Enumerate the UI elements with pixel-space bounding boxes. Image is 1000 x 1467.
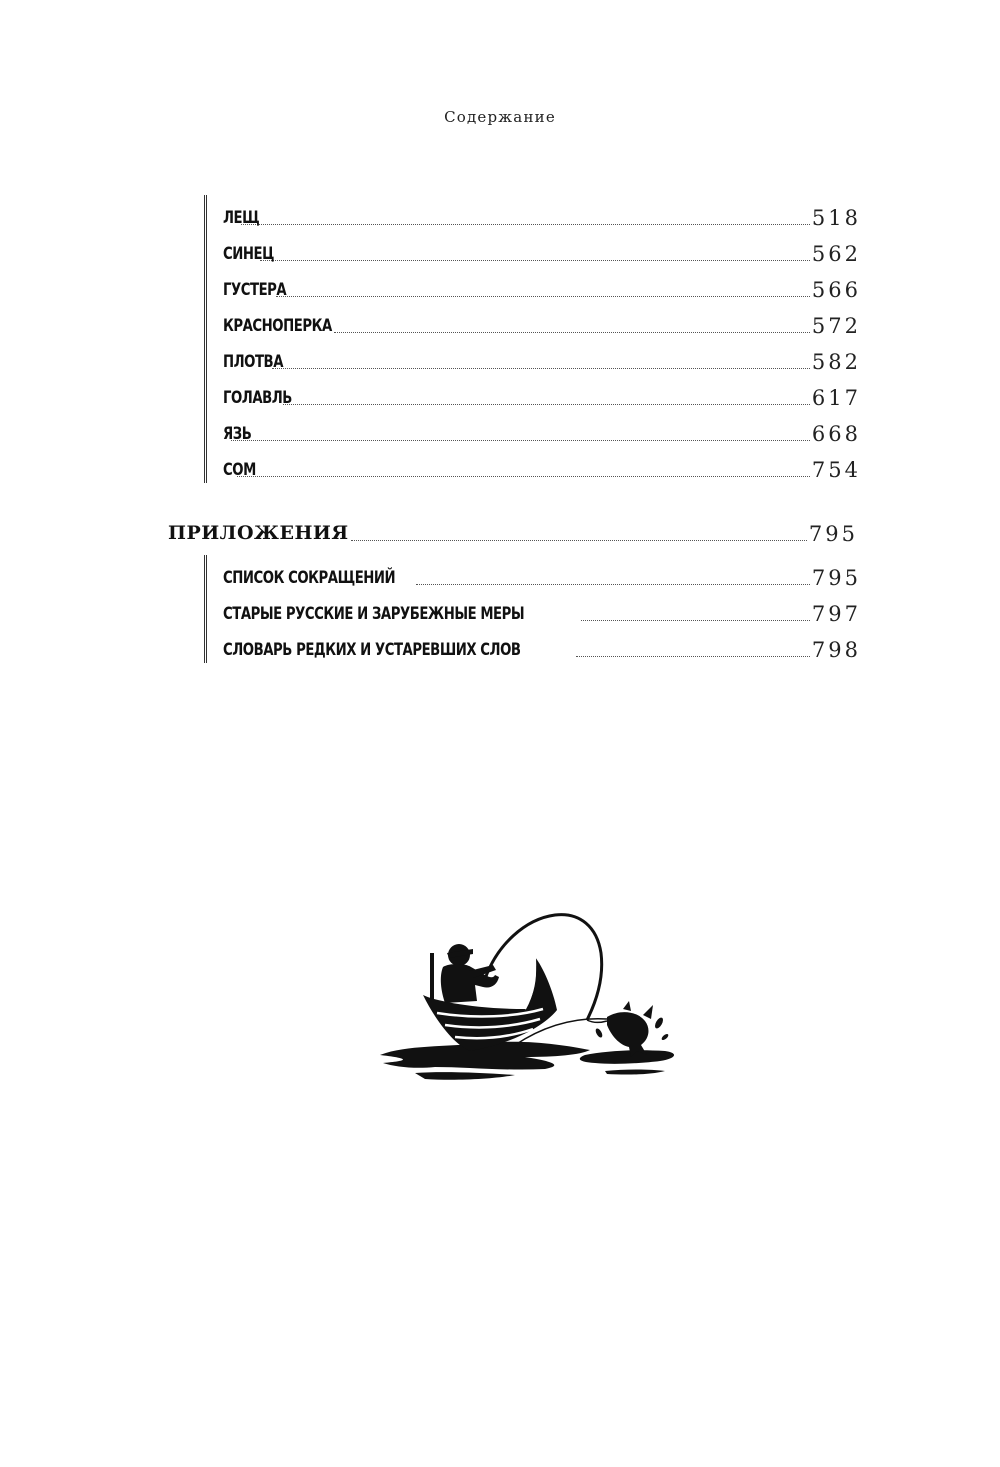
- dot-leader: [231, 440, 810, 441]
- toc-entry-title: ГОЛАВЛЬ: [223, 388, 292, 408]
- toc-entry[interactable]: [207, 267, 861, 303]
- toc-entry-page: 566: [811, 278, 861, 302]
- toc-entry-title: ПЛОТВА: [223, 352, 283, 372]
- toc-entry[interactable]: [207, 195, 861, 231]
- toc-entry[interactable]: [207, 627, 861, 663]
- dot-leader: [416, 584, 810, 585]
- toc-entry-title: СПИСОК СОКРАЩЕНИЙ: [223, 568, 396, 588]
- toc-entry-page: 582: [811, 350, 861, 374]
- toc-entry-page: 795: [811, 566, 861, 590]
- toc-entry-page: 797: [811, 602, 861, 626]
- dot-leader: [351, 540, 807, 541]
- toc-entry-title: ЛЕЩ: [223, 208, 260, 228]
- toc-entry-title: КРАСНОПЕРКА: [223, 316, 332, 336]
- dot-leader: [576, 656, 809, 657]
- toc-entry[interactable]: [207, 555, 861, 591]
- toc-entry-title: ЯЗЬ: [223, 424, 252, 444]
- toc-entry[interactable]: [207, 303, 861, 339]
- dot-leader: [241, 224, 809, 225]
- toc-entry-page: 518: [811, 206, 861, 230]
- toc-entry[interactable]: [207, 339, 861, 375]
- toc-entry-page: 798: [811, 638, 861, 662]
- toc-entry-title: ГУСТЕРА: [223, 280, 287, 300]
- toc-entry-page: 617: [811, 386, 861, 410]
- toc-entry[interactable]: [207, 447, 861, 483]
- dot-leader: [272, 368, 810, 369]
- running-head: Содержание: [444, 108, 556, 126]
- toc-entry-page: 668: [811, 422, 861, 446]
- dot-leader: [276, 296, 810, 297]
- toc-entry-page: 562: [811, 242, 861, 266]
- toc-entry[interactable]: [207, 375, 861, 411]
- toc-entry-title: СОМ: [223, 460, 256, 480]
- dot-leader: [260, 260, 810, 261]
- toc-entry-title: СИНЕЦ: [223, 244, 274, 264]
- toc-entry[interactable]: [207, 411, 861, 447]
- toc-section-appendix[interactable]: [168, 515, 858, 547]
- toc-entry-title: СТАРЫЕ РУССКИЕ И ЗАРУБЕЖНЫЕ МЕРЫ: [223, 604, 525, 624]
- dot-leader: [237, 476, 810, 477]
- toc-entry[interactable]: [207, 231, 861, 267]
- toc-section-title: ПРИЛОЖЕНИЯ: [168, 522, 349, 544]
- toc-appendix-group: [204, 555, 861, 663]
- dot-leader: [334, 332, 809, 333]
- toc-entry-page: 754: [811, 458, 861, 482]
- toc-section-page: 795: [808, 522, 858, 546]
- toc-entry-page: 572: [811, 314, 861, 338]
- dot-leader: [283, 404, 810, 405]
- toc-fish-group: [204, 195, 861, 483]
- toc-entry[interactable]: [207, 591, 861, 627]
- toc-entry-title: СЛОВАРЬ РЕДКИХ И УСТАРЕВШИХ СЛОВ: [223, 640, 521, 660]
- dot-leader: [581, 620, 810, 621]
- fisherman-in-boat-icon: [375, 905, 685, 1085]
